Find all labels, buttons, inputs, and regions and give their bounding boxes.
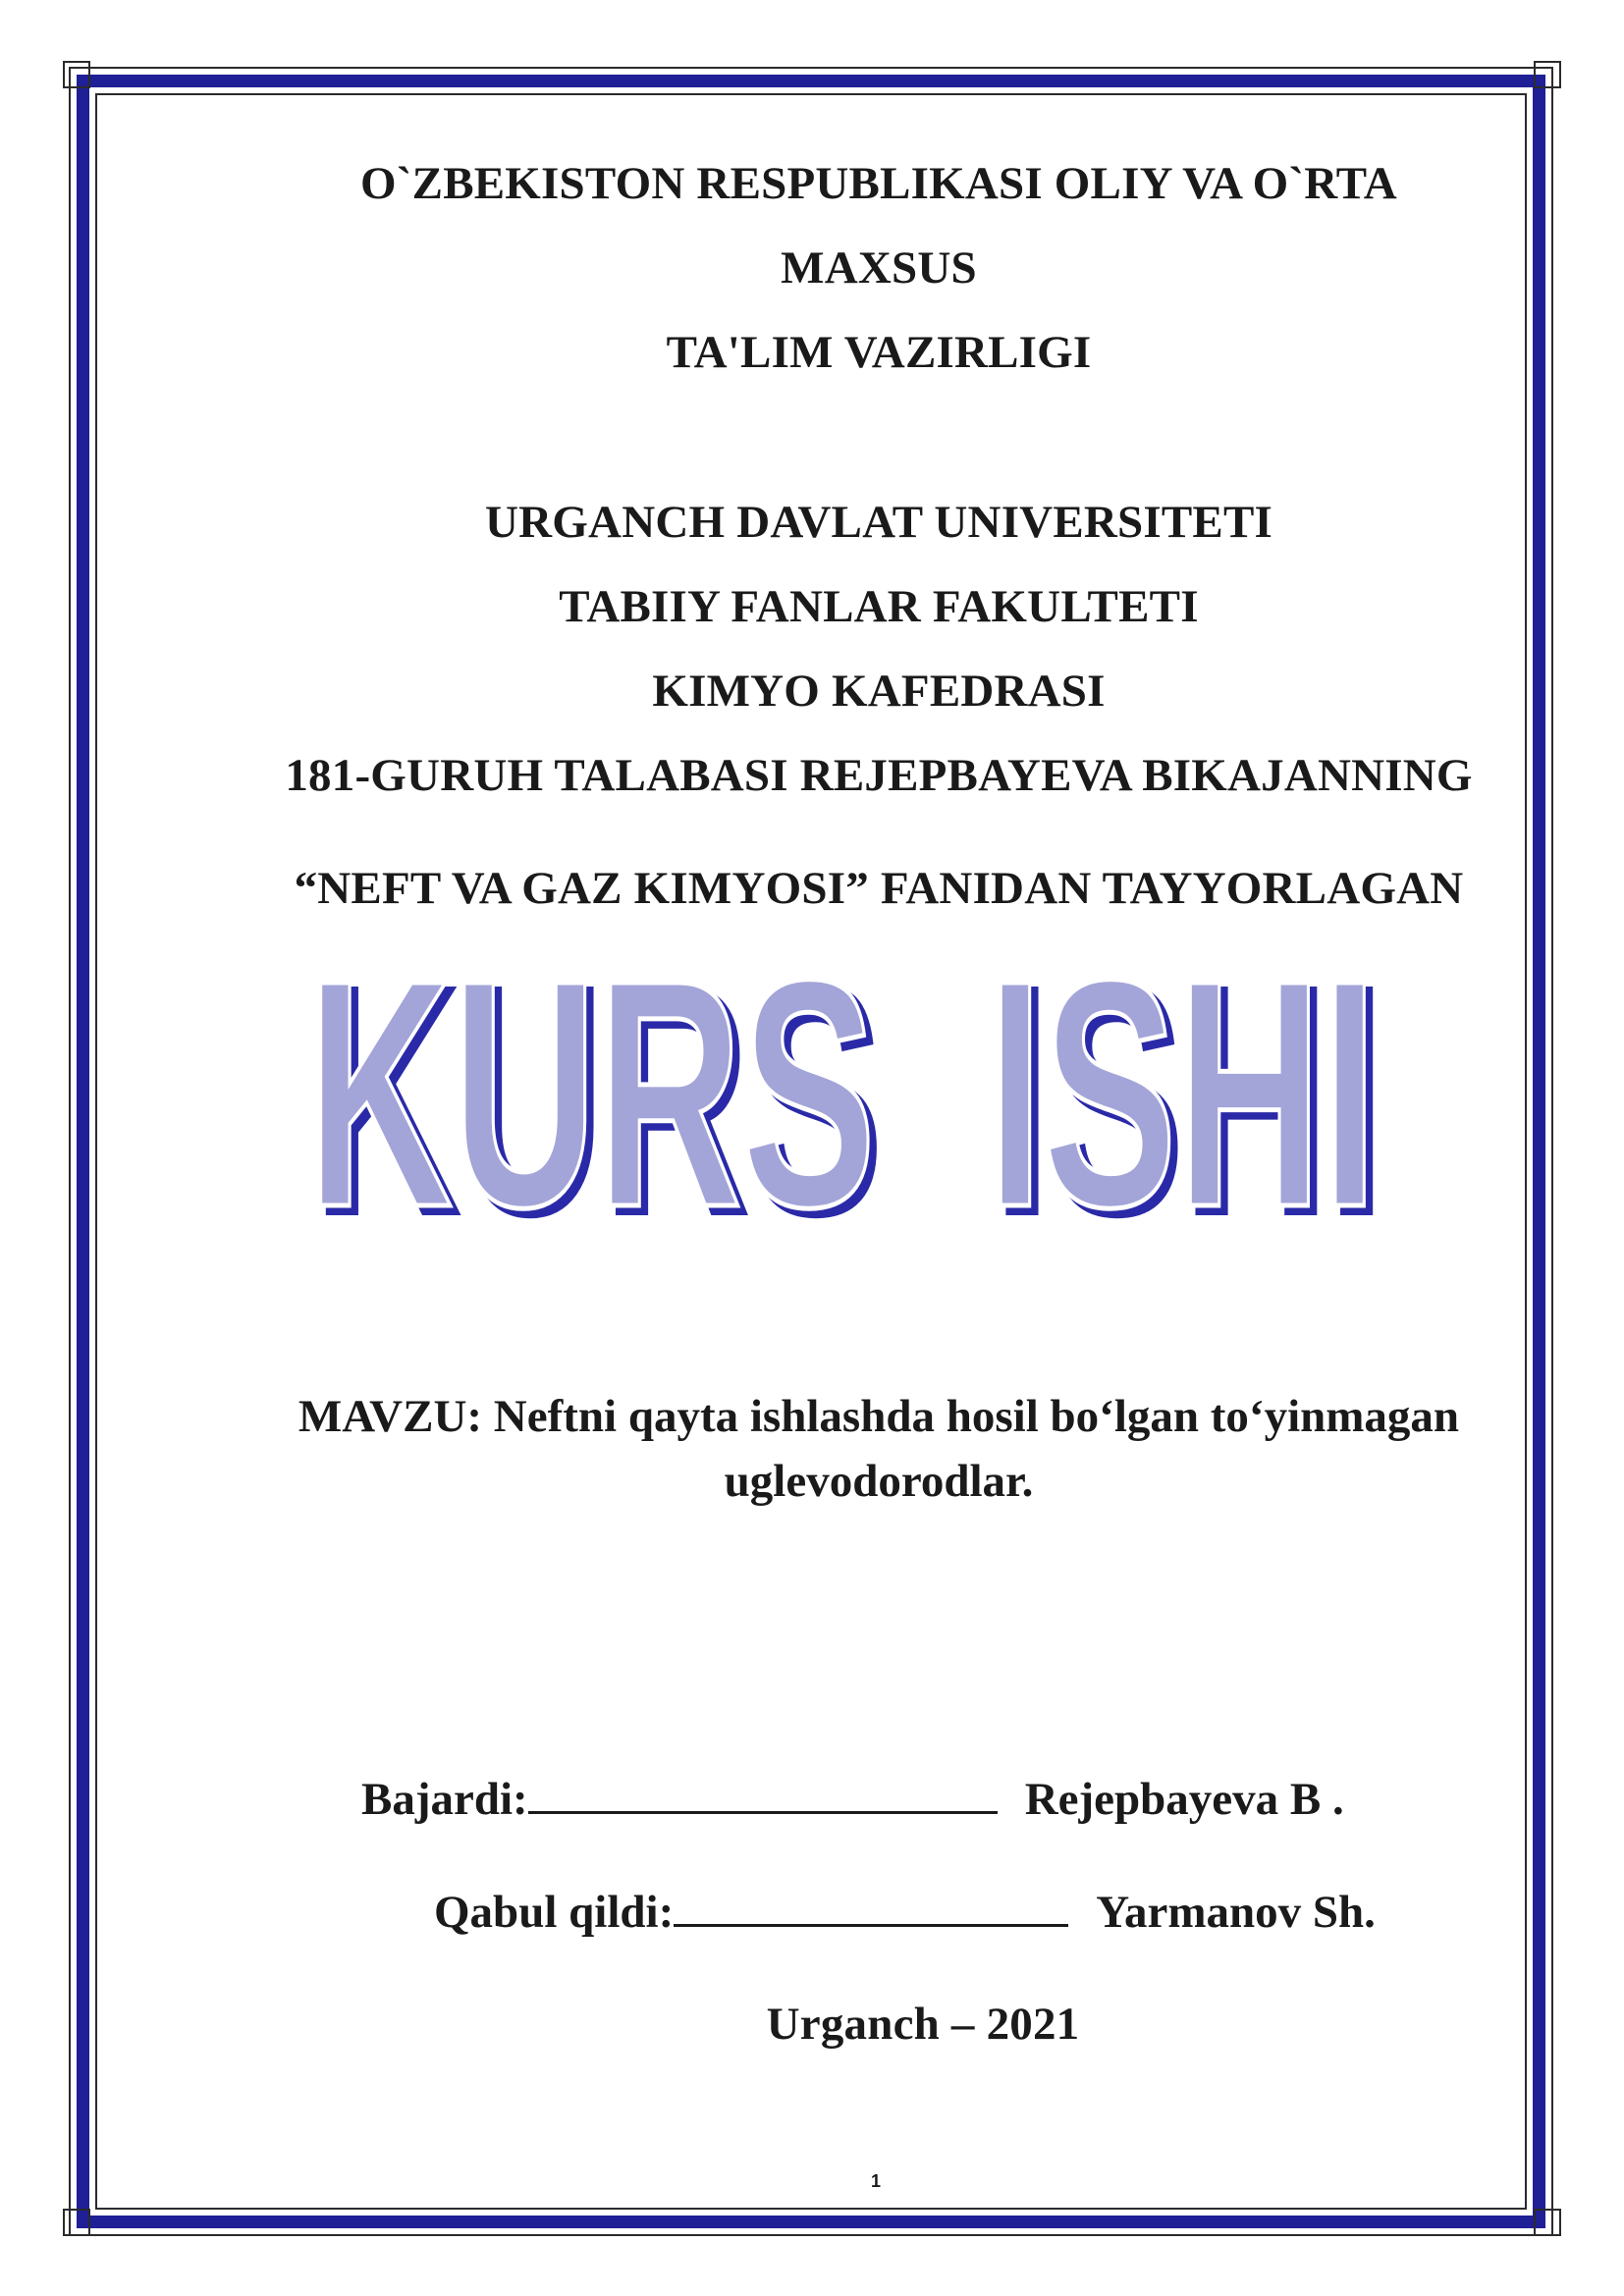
performed-by-signature-line xyxy=(528,1772,998,1814)
performed-by-label: Bajardi: xyxy=(361,1774,528,1825)
accepted-by-signature-line xyxy=(674,1885,1068,1927)
accepted-by-row xyxy=(434,1885,1376,1939)
document-title xyxy=(295,967,1394,1232)
subject-line: “NEFT VA GAZ KIMYOSI” FANIDAN TAYYORLAGAN xyxy=(294,863,1464,914)
student-line: 181-GURUH TALABASI REJEPBAYEVA BIKAJANNING xyxy=(285,750,1473,801)
topic-line-1: MAVZU: Neftni qayta ishlashda hosil bo‘lgan to‘yinmagan xyxy=(298,1391,1460,1442)
accepted-by-name: Yarmanov Sh. xyxy=(1096,1887,1376,1938)
department-name: KIMYO KAFEDRASI xyxy=(652,666,1106,717)
document-title-shadow: KURS ISHI xyxy=(314,967,1384,1232)
place-year: Urganch – 2021 xyxy=(766,1999,1080,2050)
border-corner-bottom-right xyxy=(1534,2209,1561,2236)
border-corner-bottom-left xyxy=(63,2209,90,2236)
document-title-text: KURS ISHI xyxy=(307,967,1378,1232)
ministry-line-1: O`ZBEKISTON RESPUBLIKASI OLIY VA O`RTA xyxy=(360,158,1397,209)
ministry-line-2: MAXSUS xyxy=(781,242,977,294)
faculty-name: TABIIY FANLAR FAKULTETI xyxy=(559,581,1199,632)
accepted-by-label: Qabul qildi: xyxy=(434,1887,675,1938)
university-name: URGANCH DAVLAT UNIVERSITETI xyxy=(485,497,1272,548)
border-corner-top-right xyxy=(1534,61,1561,88)
border-corner-top-left xyxy=(63,61,90,88)
performed-by-row xyxy=(361,1772,1344,1826)
ministry-line-3: TA'LIM VAZIRLIGI xyxy=(666,327,1092,378)
topic xyxy=(177,1384,1581,1514)
performed-by-name: Rejepbayeva B . xyxy=(1024,1774,1344,1825)
page-number: 1 xyxy=(870,2171,881,2191)
topic-line-2: uglevodorodlar. xyxy=(724,1456,1034,1507)
